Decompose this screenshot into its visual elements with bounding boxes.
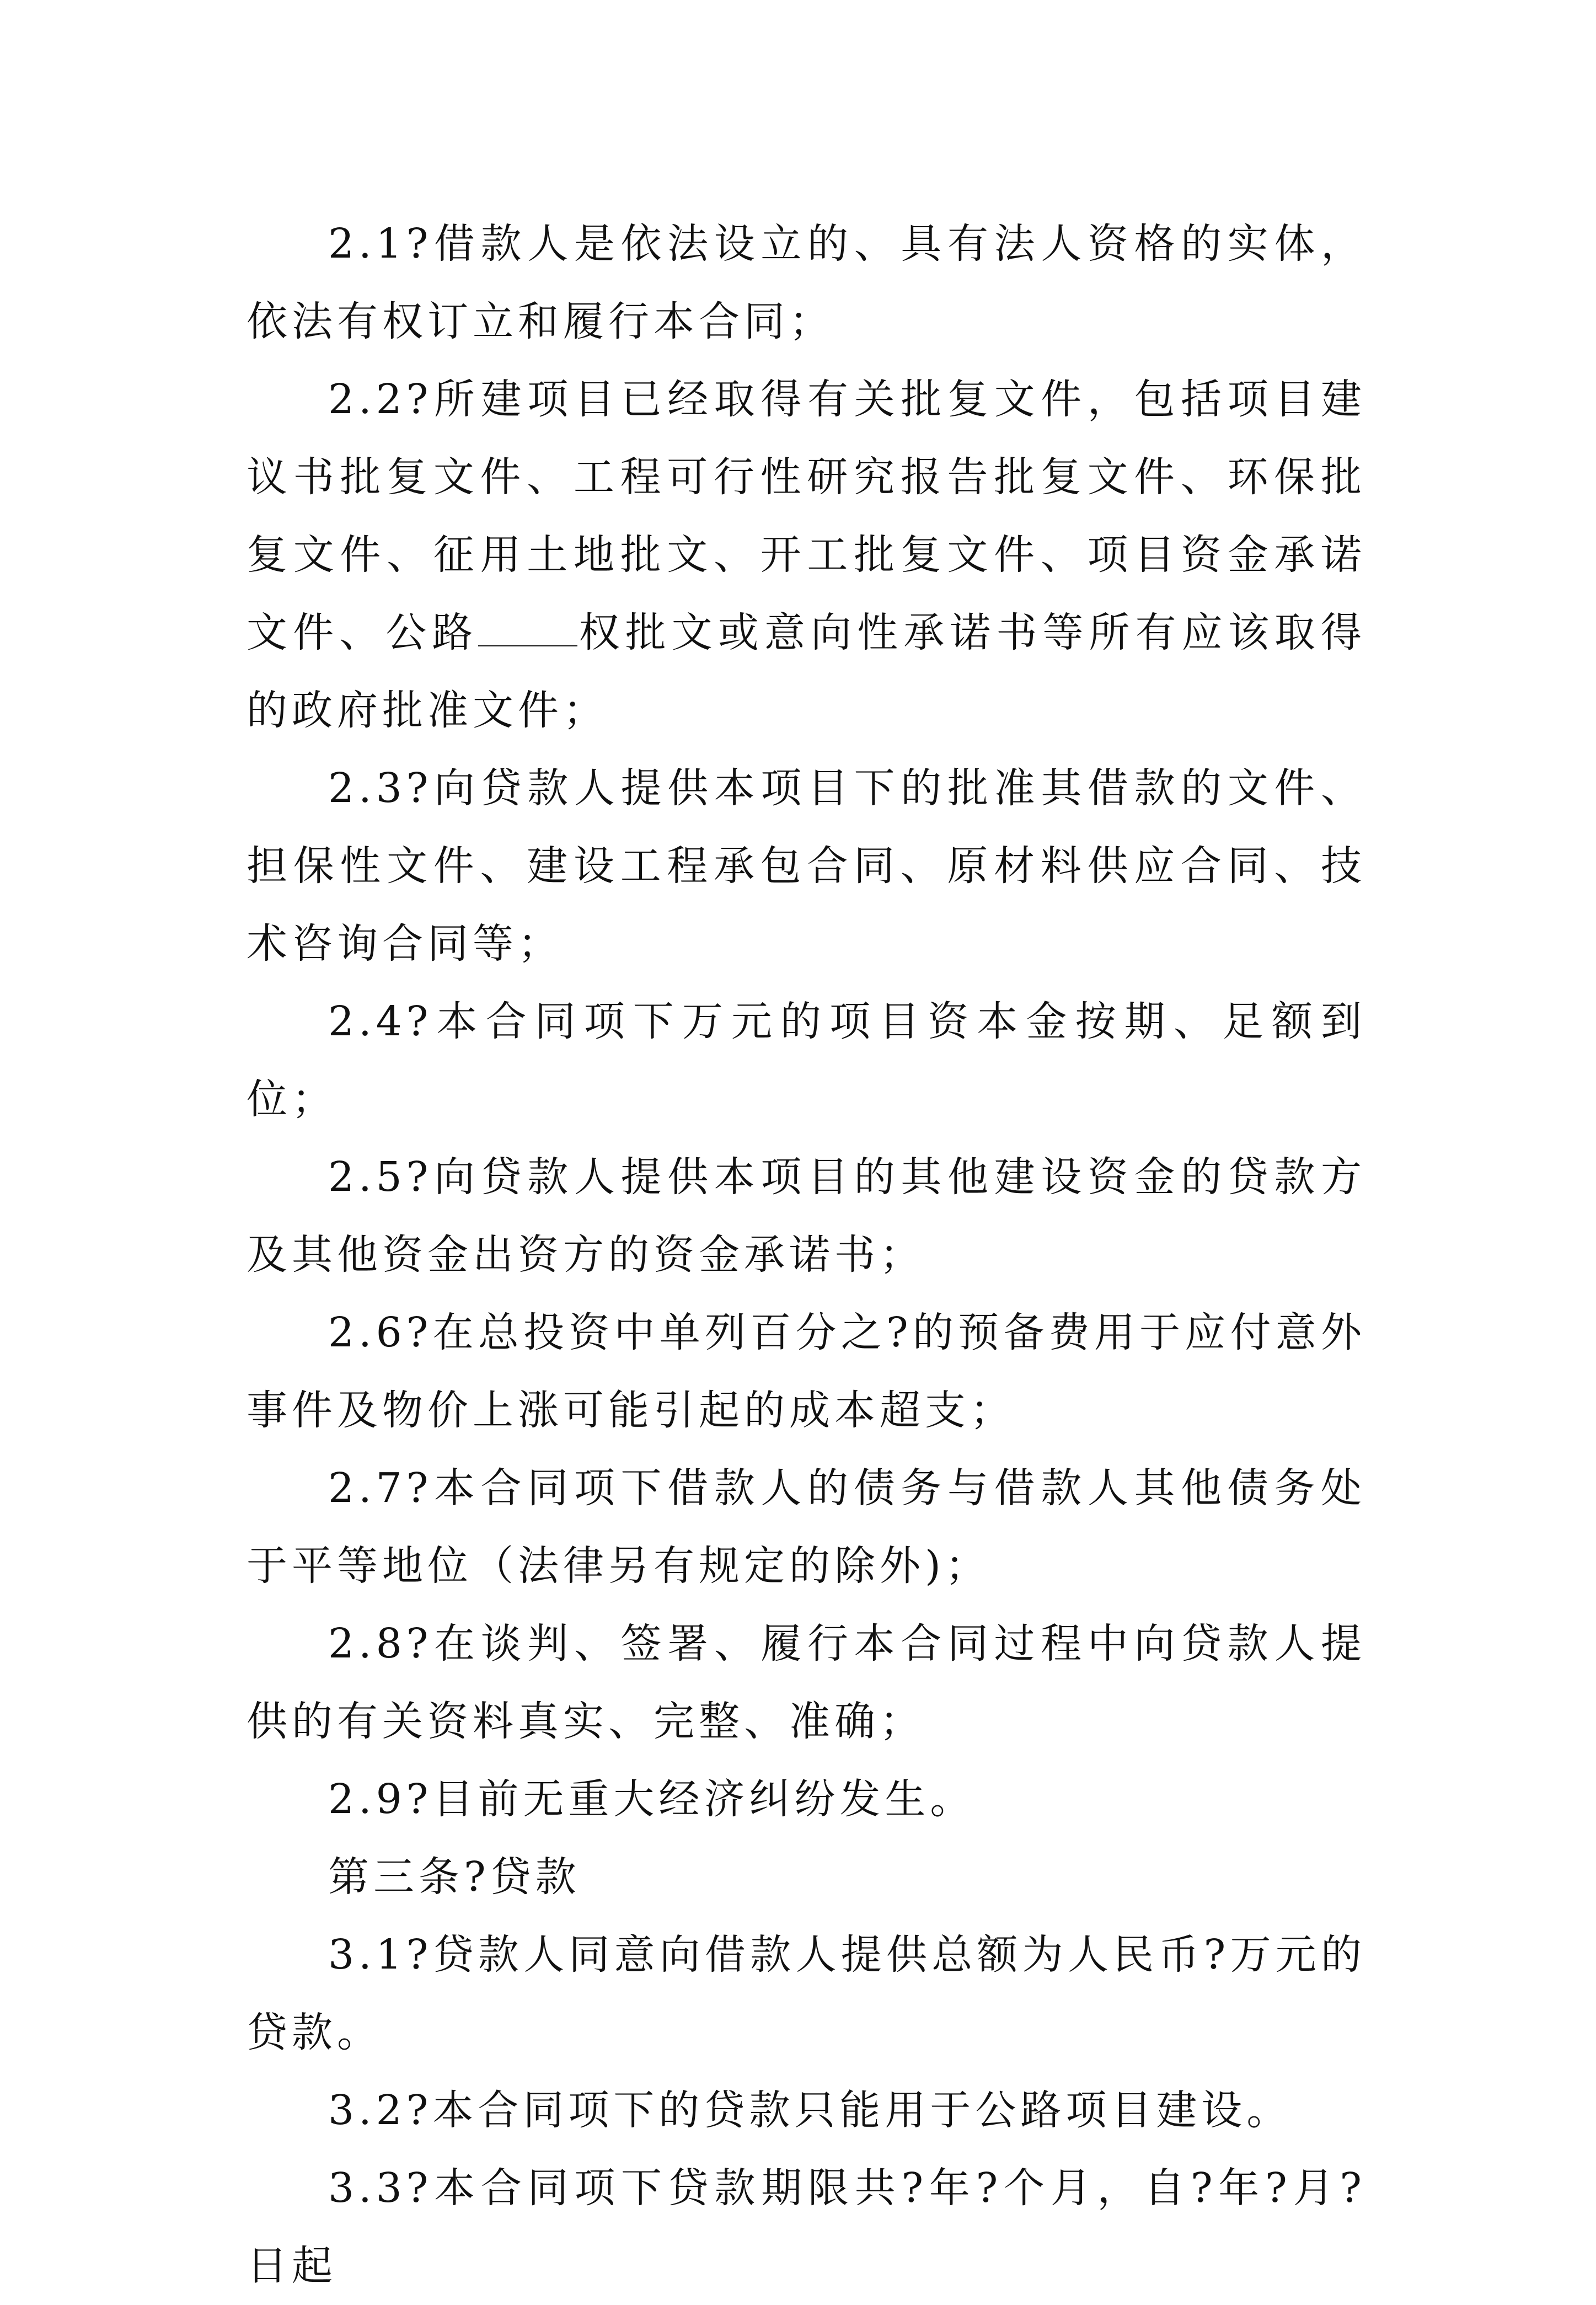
clause-2-4: 2.4?本合同项下万元的项目资本金按期、足额到位；: [247, 998, 1366, 1123]
clause-2-5: 2.5?向贷款人提供本项目的其他建设资金的贷款方及其他资金出资方的资金承诺书；: [247, 1153, 1366, 1279]
clause-2-2-tail: 权批文或意向性承诺书等所有应该取得的政府批准文件；: [247, 609, 1367, 734]
article-3-heading: 第三条?贷款: [328, 1853, 581, 1901]
clause-2-1: 2.1?借款人是依法设立的、具有法人资格的实体，依法有权订立和履行本合同；: [247, 220, 1366, 345]
clause-2-7: 2.7?本合同项下借款人的债务与借款人其他债务处于平等地位（法律另有规定的除外)；: [247, 1464, 1366, 1590]
clause-3-2: 3.2?本合同项下的贷款只能用于公路项目建设。: [328, 2087, 1292, 2134]
clause-3-3: 3.3?本合同项下贷款期限共?年?个月，自?年?月?日起: [247, 2164, 1366, 2290]
clause-2-2: [247, 361, 1366, 750]
clause-2-8: 2.8?在谈判、签署、履行本合同过程中向贷款人提供的有关资料真实、完整、准确；: [247, 1620, 1366, 1745]
clause-3-1: 3.1?贷款人同意向借款人提供总额为人民币?万元的贷款。: [247, 1931, 1366, 2056]
fill-in-blank: [478, 612, 577, 646]
document-body: [247, 205, 1366, 2305]
clause-2-3: 2.3?向贷款人提供本项目下的批准其借款的文件、担保性文件、建设工程承包合同、原材料供应合同、技术咨询合同等；: [247, 764, 1366, 967]
clause-2-2-text: 2.2?所建项目已经取得有关批复文件，包括项目建议书批复文件、工程可行性研究报告批复文件、环保批复文件、征用土地批文、开工批复文件、项目资金承诺文件、公路: [247, 376, 1366, 656]
clause-2-9: 2.9?目前无重大经济纠纷发生。: [328, 1775, 976, 1823]
clause-2-6: 2.6?在总投资中单列百分之?的预备费用于应付意外事件及物价上涨可能引起的成本超支；: [247, 1309, 1366, 1434]
